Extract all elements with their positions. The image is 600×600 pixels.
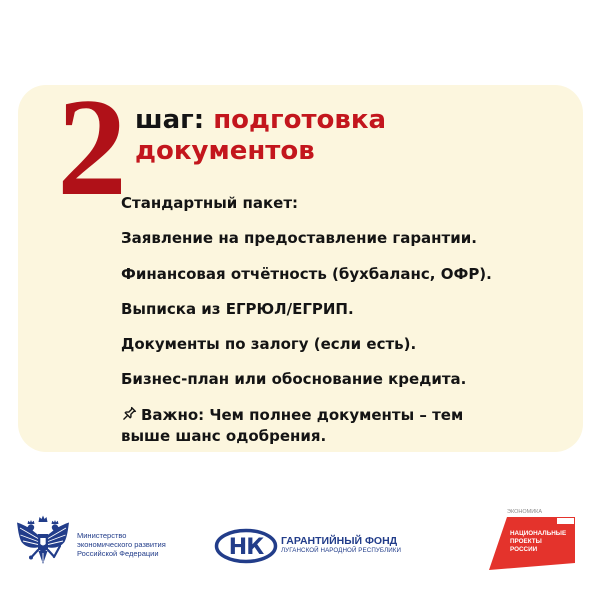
- guarantee-fund-name: ГАРАНТИЙНЫЙ ФОНД: [281, 535, 398, 547]
- double-headed-eagle-icon: [13, 513, 73, 573]
- national-projects-line: НАЦИОНАЛЬНЫЕ: [510, 530, 567, 537]
- important-note-text: Важно: Чем полнее документы – тем выше шанс одобрения.: [121, 405, 464, 445]
- step-title: [135, 105, 455, 167]
- national-projects-notch: [557, 518, 575, 525]
- ministry-name-line: Российской Федерации: [77, 549, 159, 558]
- important-note: [121, 405, 496, 447]
- guarantee-fund-region: ЛУГАНСКОЙ НАРОДНОЙ РЕСПУБЛИКИ: [281, 547, 402, 554]
- guarantee-fund-mark: НК: [228, 535, 264, 560]
- document-list-item: Выписка из ЕГРЮЛ/ЕГРИП.: [121, 299, 354, 318]
- step-title-highlight: подготовка документов: [135, 105, 387, 166]
- info-card: [18, 70, 583, 452]
- national-projects-logo: [488, 503, 578, 573]
- step-number: 2: [57, 70, 127, 225]
- step-title-prefix: шаг:: [135, 105, 205, 135]
- document-list-item: Бизнес-план или обоснование кредита.: [121, 370, 467, 389]
- national-projects-category: ЭКОНОМИКА: [507, 509, 543, 515]
- document-list-item: Документы по залогу (если есть).: [121, 335, 417, 354]
- ministry-name: [77, 531, 166, 558]
- national-projects-line: ПРОЕКТЫ: [510, 538, 542, 545]
- national-projects-line: РОССИИ: [510, 546, 538, 553]
- pushpin-icon: [121, 406, 137, 422]
- partner-logos: [0, 500, 600, 600]
- document-list-item: Заявление на предоставление гарантии.: [121, 229, 477, 248]
- guarantee-fund-text: [281, 535, 401, 555]
- document-list: [121, 193, 566, 447]
- ministry-name-line: Министерство: [77, 531, 127, 540]
- guarantee-fund-logo: [214, 528, 278, 564]
- document-list-intro: Стандартный пакет:: [121, 194, 299, 212]
- document-list-item: Финансовая отчётность (бухбаланс, ОФР).: [121, 264, 492, 283]
- ministry-name-line: экономического развития: [77, 540, 166, 549]
